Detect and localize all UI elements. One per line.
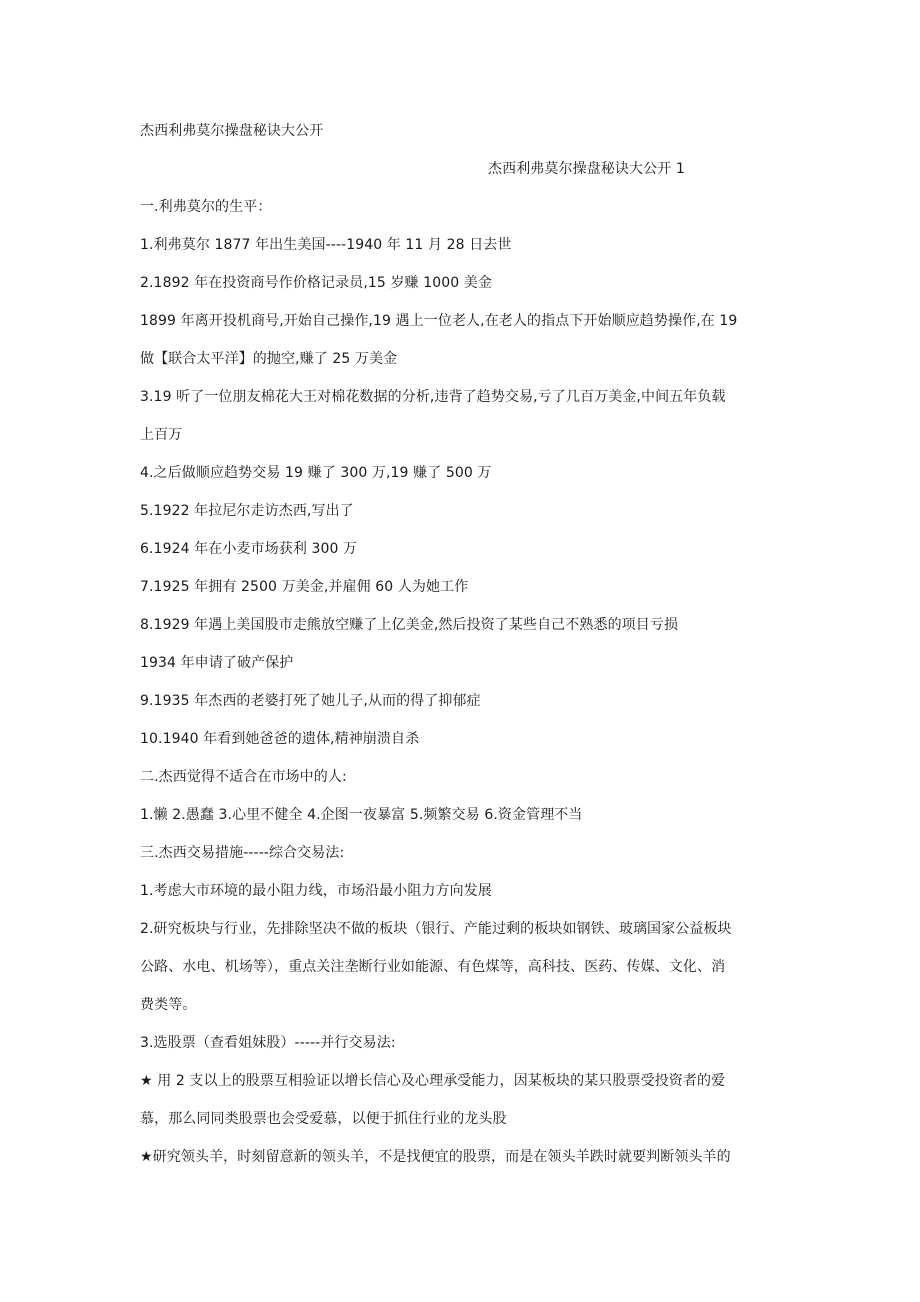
text-line: 1.懒 2.愚蠢 3.心里不健全 4.企图一夜暴富 5.频繁交易 6.资金管理不当 <box>140 807 583 823</box>
text-line: 2.1892 年在投资商号作价格记录员,15 岁赚 1000 美金 <box>140 275 492 291</box>
text-line: 1.利弗莫尔 1877 年出生美国----1940 年 11 月 28 日去世 <box>140 237 512 253</box>
text-line: 2.研究板块与行业，先排除坚决不做的板块（银行、产能过剩的板块如钢铁、玻璃国家公益板块 <box>140 921 732 937</box>
section-heading: 一.利弗莫尔的生平： <box>140 199 272 215</box>
text-line: ★ 用 2 支以上的股票互相验证以增长信心及心理承受能力，因某板块的某只股票受投资者的爱 <box>140 1073 726 1089</box>
text-line: 上百万 <box>140 427 183 443</box>
document-title: 杰西利弗莫尔操盘秘诀大公开 <box>140 123 324 139</box>
text-line: 公路、水电、机场等），重点关注垄断行业如能源、有色煤等，高科技、医药、传媒、文化、消 <box>140 959 726 975</box>
text-line: 做【联合太平洋】的抛空,赚了 25 万美金 <box>140 351 398 367</box>
text-line: 8.1929 年遇上美国股市走熊放空赚了上亿美金,然后投资了某些自己不熟悉的项目亏损 <box>140 617 679 633</box>
section-heading: 三.杰西交易措施-----综合交易法: <box>140 845 345 861</box>
section-heading: 二.杰西觉得不适合在市场中的人: <box>140 769 347 785</box>
document-subtitle: 杰西利弗莫尔操盘秘诀大公开 1 <box>488 161 685 177</box>
text-line: 1.考虑大市环境的最小阻力线，市场沿最小阻力方向发展 <box>140 883 492 899</box>
text-line: 1899 年离开投机商号,开始自己操作,19 遇上一位老人,在老人的指点下开始顺应趋势操作,在 19 <box>140 313 738 329</box>
text-line: 3.选股票（查看姐妹股）-----并行交易法: <box>140 1035 396 1051</box>
text-line: 1934 年申请了破产保护 <box>140 655 294 671</box>
text-line: 慕，那么同同类股票也会受爱慕，以便于抓住行业的龙头股 <box>140 1111 507 1127</box>
text-line: 10.1940 年看到她爸爸的遗体,精神崩溃自杀 <box>140 731 420 747</box>
text-line: 9.1935 年杰西的老婆打死了她儿子,从而的得了抑郁症 <box>140 693 481 709</box>
text-line: ★研究领头羊，时刻留意新的领头羊，不是找便宜的股票，而是在领头羊跌时就要判断领头羊的 <box>140 1149 731 1165</box>
text-line: 5.1922 年拉尼尔走访杰西,写出了 <box>140 503 354 519</box>
text-line: 费类等。 <box>140 997 197 1013</box>
text-line: 3.19 听了一位朋友棉花大王对棉花数据的分析,违背了趋势交易,亏了几百万美金,中间五年负载 <box>140 389 726 405</box>
text-line: 4.之后做顺应趋势交易 19 赚了 300 万,19 赚了 500 万 <box>140 465 492 481</box>
text-line: 7.1925 年拥有 2500 万美金,并雇佣 60 人为她工作 <box>140 579 469 595</box>
text-line: 6.1924 年在小麦市场获利 300 万 <box>140 541 358 557</box>
